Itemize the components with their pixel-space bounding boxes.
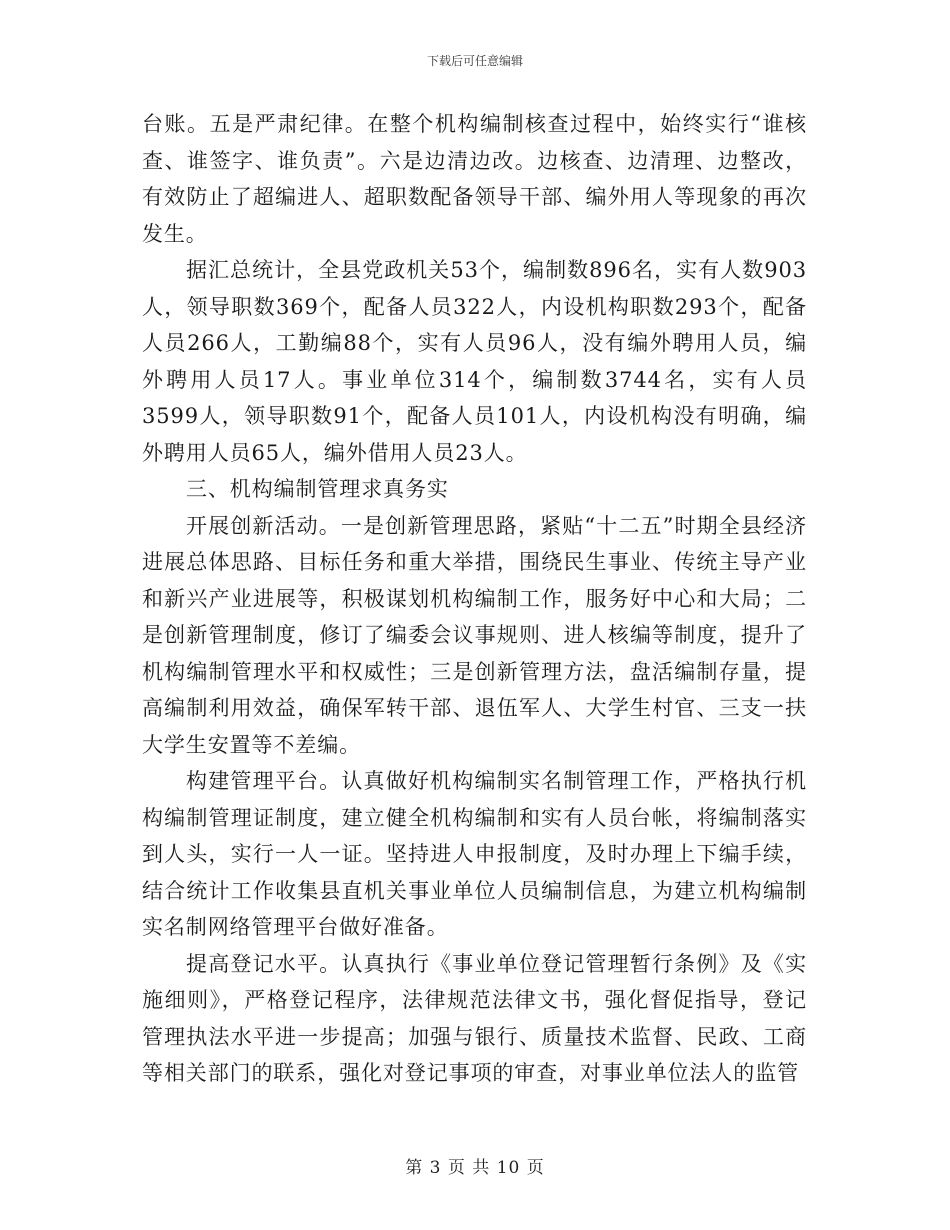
section-heading: 三、机构编制管理求真务实 [186, 477, 449, 501]
paragraph: 据汇总统计，全县党政机关53个，编制数896名，实有人数903人，领导职数369个，配备人员322人，内设机构职数293个，配备人员266人，工勤编88个，实有人员96人，没有编外聘用人员，编外聘用人员17人。事业单位314个，编制数3744名，实有人员3599人，领导职数91个，配备人员101人，内设机构没有明确，编外聘用人员65人，编外借用人员23人。 [142, 258, 807, 465]
page-number: 第 3 页 共 10 页 [405, 1158, 545, 1178]
paragraph: 台账。五是严肃纪律。在整个机构编制核查过程中，始终实行“谁核查、谁签字、谁负责”。六是边清边改。边核查、边清理、边整改，有效防止了超编进人、超职数配备领导干部、编外用人等现象的再次发生。 [142, 112, 807, 246]
paragraph: 构建管理平台。认真做好机构编制实名制管理工作，严格执行机构编制管理证制度，建立健全机构编制和实有人员台帐，将编制落实到人头，实行一人一证。坚持进人申报制度，及时办理上下编手续，结合统计工作收集县直机关事业单位人员编制信息，为建立机构编制实名制网络管理平台做好准备。 [142, 769, 807, 939]
page-header: 下载后可任意编辑 [426, 54, 523, 68]
document-body [142, 106, 807, 1092]
paragraph: 开展创新活动。一是创新管理思路，紧贴“十二五”时期全县经济进展总体思路、目标任务和重大举措，围绕民生事业、传统主导产业和新兴产业进展等，积极谋划机构编制工作，服务好中心和大局；二是创新管理制度，修订了编委会议事规则、进人核编等制度，提升了机构编制管理水平和权威性；三是创新管理方法，盘活编制存量，提高编制利用效益，确保军转干部、退伍军人、大学生村官、三支一扶大学生安置等不差编。 [142, 513, 807, 757]
paragraph: 提高登记水平。认真执行《事业单位登记管理暂行条例》及《实施细则》，严格登记程序，法律规范法律文书，强化督促指导，登记管理执法水平进一步提高；加强与银行、质量技术监督、民政、工商等相关部门的联系，强化对登记事项的审查，对事业单位法人的监管 [142, 951, 807, 1085]
